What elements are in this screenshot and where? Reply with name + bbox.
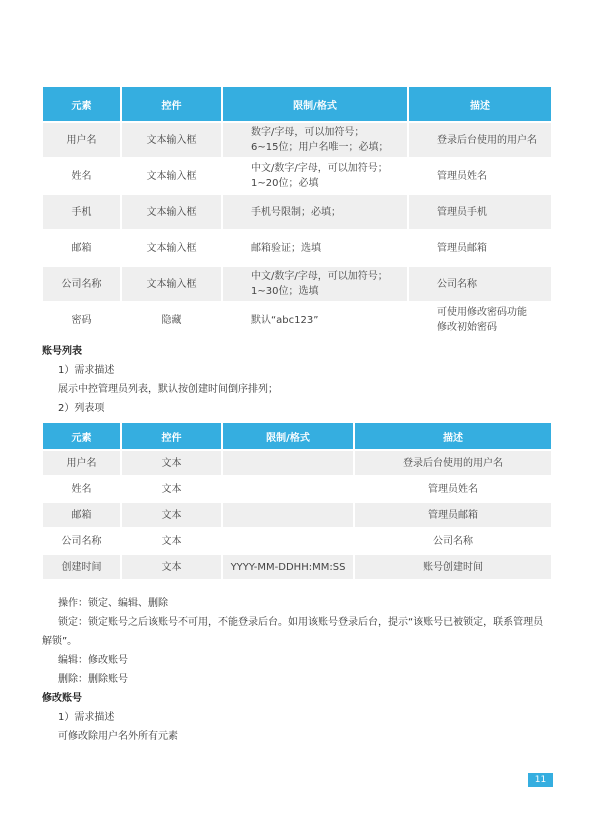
cell-control: 文本 bbox=[122, 529, 221, 553]
cell-description: 管理员姓名 bbox=[409, 159, 551, 193]
lock-description-continued: 解锁”。 bbox=[42, 636, 78, 647]
edit-description: 编辑：修改账号 bbox=[58, 655, 128, 666]
cell-control: 文本输入框 bbox=[122, 231, 221, 265]
header-control: 控件 bbox=[122, 87, 221, 121]
header-element: 元素 bbox=[43, 87, 120, 121]
req-label: 1）需求描述 bbox=[58, 365, 115, 376]
table-row bbox=[43, 303, 551, 337]
page-number: 11 bbox=[528, 773, 553, 787]
header-format: 限制/格式 bbox=[223, 423, 353, 449]
cell-format bbox=[223, 451, 353, 475]
cell-description: 管理员邮箱 bbox=[409, 231, 551, 265]
cell-format: 默认“abc123” bbox=[223, 303, 407, 337]
cell-description: 管理员邮箱 bbox=[355, 503, 551, 527]
cell-description: 管理员姓名 bbox=[355, 477, 551, 501]
cell-element: 公司名称 bbox=[43, 529, 120, 553]
cell-control: 文本 bbox=[122, 477, 221, 501]
list-items-table bbox=[41, 421, 553, 581]
cell-element: 用户名 bbox=[43, 451, 120, 475]
cell-description: 可使用修改密码功能 修改初始密码 bbox=[409, 303, 551, 337]
operations-text: 操作：锁定、编辑、删除 bbox=[58, 598, 168, 609]
header-description: 描述 bbox=[355, 423, 551, 449]
cell-format: 数字/字母，可以加符号； 6~15位；用户名唯一；必填； bbox=[223, 123, 407, 157]
cell-element: 姓名 bbox=[43, 477, 120, 501]
cell-description: 公司名称 bbox=[409, 267, 551, 301]
table-header-row bbox=[43, 423, 551, 449]
cell-format: 中文/数字/字母，可以加符号； 1~20位；必填 bbox=[223, 159, 407, 193]
header-format: 限制/格式 bbox=[223, 87, 407, 121]
cell-description: 管理员手机 bbox=[409, 195, 551, 229]
table-row bbox=[43, 529, 551, 553]
cell-element: 邮箱 bbox=[43, 231, 120, 265]
table-row bbox=[43, 477, 551, 501]
cell-control: 文本 bbox=[122, 503, 221, 527]
cell-format bbox=[223, 529, 353, 553]
cell-element: 邮箱 bbox=[43, 503, 120, 527]
table-row bbox=[43, 555, 551, 579]
header-element: 元素 bbox=[43, 423, 120, 449]
table-row bbox=[43, 267, 551, 301]
cell-element: 密码 bbox=[43, 303, 120, 337]
cell-control: 文本输入框 bbox=[122, 123, 221, 157]
section-title-account-list: 账号列表 bbox=[42, 346, 82, 357]
cell-format: 中文/数字/字母，可以加符号； 1~30位；选填 bbox=[223, 267, 407, 301]
cell-control: 文本输入框 bbox=[122, 159, 221, 193]
cell-description: 账号创建时间 bbox=[355, 555, 551, 579]
lock-description: 锁定：锁定账号之后该账号不可用，不能登录后台。如用该账号登录后台，提示“该账号已被锁定，联系管理员 bbox=[58, 617, 544, 628]
table-row bbox=[43, 503, 551, 527]
list-label: 2）列表项 bbox=[58, 403, 105, 414]
cell-control: 文本 bbox=[122, 555, 221, 579]
cell-control: 文本输入框 bbox=[122, 267, 221, 301]
cell-format bbox=[223, 477, 353, 501]
cell-control: 文本 bbox=[122, 451, 221, 475]
header-description: 描述 bbox=[409, 87, 551, 121]
cell-element: 公司名称 bbox=[43, 267, 120, 301]
req-text: 展示中控管理员列表，默认按创建时间倒序排列； bbox=[58, 384, 278, 395]
cell-element: 创建时间 bbox=[43, 555, 120, 579]
cell-format bbox=[223, 503, 353, 527]
delete-description: 删除：删除账号 bbox=[58, 674, 128, 685]
cell-control: 隐藏 bbox=[122, 303, 221, 337]
table-row bbox=[43, 123, 551, 157]
edit-req-label: 1）需求描述 bbox=[58, 712, 115, 723]
edit-req-text: 可修改除用户名外所有元素 bbox=[58, 731, 178, 742]
cell-element: 姓名 bbox=[43, 159, 120, 193]
cell-element: 用户名 bbox=[43, 123, 120, 157]
section-title-edit-account: 修改账号 bbox=[42, 693, 82, 704]
field-spec-table bbox=[41, 85, 553, 339]
cell-element: 手机 bbox=[43, 195, 120, 229]
cell-format: 邮箱验证；选填 bbox=[223, 231, 407, 265]
cell-description: 登录后台使用的用户名 bbox=[409, 123, 551, 157]
cell-control: 文本输入框 bbox=[122, 195, 221, 229]
cell-format: 手机号限制；必填； bbox=[223, 195, 407, 229]
cell-format: YYYY-MM-DDHH:MM:SS bbox=[223, 555, 353, 579]
table-row bbox=[43, 159, 551, 193]
table-row bbox=[43, 231, 551, 265]
cell-description: 公司名称 bbox=[355, 529, 551, 553]
table-row bbox=[43, 195, 551, 229]
table-row bbox=[43, 451, 551, 475]
header-control: 控件 bbox=[122, 423, 221, 449]
table-header-row bbox=[43, 87, 551, 121]
cell-description: 登录后台使用的用户名 bbox=[355, 451, 551, 475]
